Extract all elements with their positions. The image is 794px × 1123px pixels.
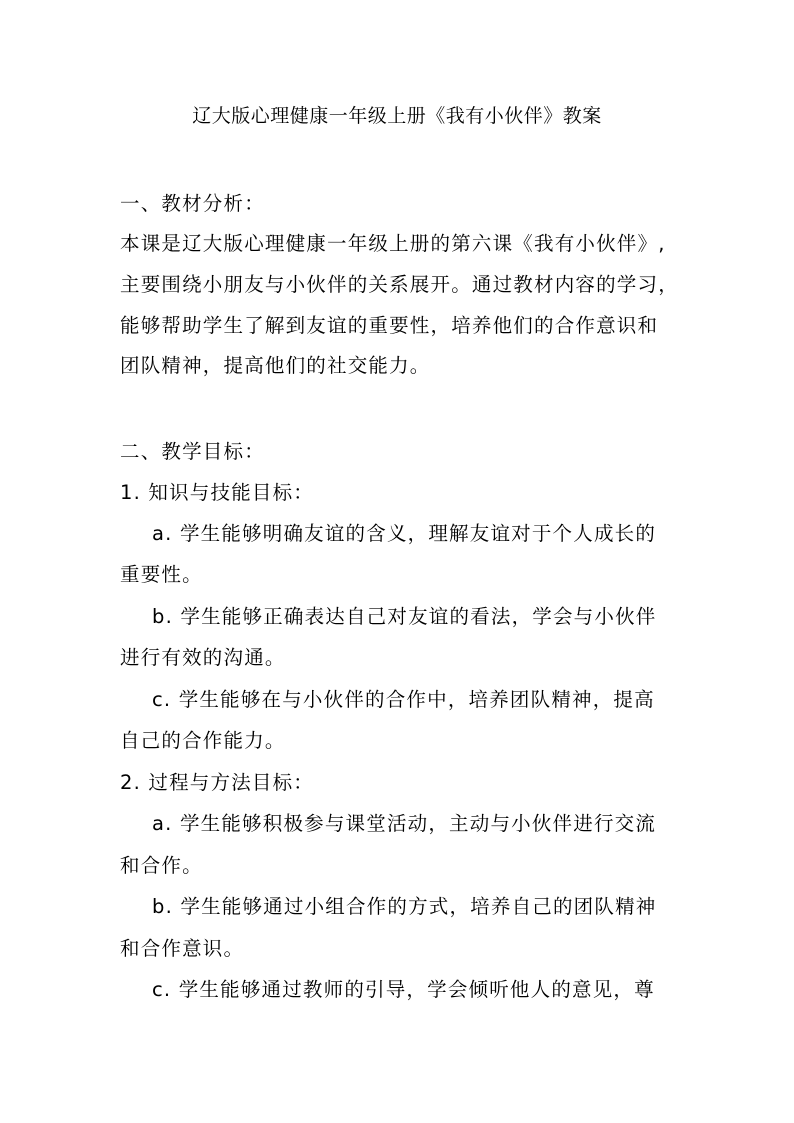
section-2-heading: 二、教学目标： — [120, 440, 265, 463]
section-1-line-2: 主要围绕小朋友与小伙伴的关系展开。通过教材内容的学习， — [120, 273, 679, 296]
knowledge-goal-c-line-1: c. 学生能够在与小伙伴的合作中，培养团队精神，提高 — [152, 688, 655, 711]
process-goal-a-line-2: 和合作。 — [120, 854, 203, 877]
process-goal-a-line-1: a. 学生能够积极参与课堂活动，主动与小伙伴进行交流 — [152, 812, 657, 835]
section-1-heading: 一、教材分析： — [120, 192, 265, 215]
knowledge-goal-a-line-2: 重要性。 — [120, 563, 203, 586]
knowledge-skill-heading: 1. 知识与技能目标： — [120, 481, 315, 504]
document-title: 辽大版心理健康一年级上册《我有小伙伴》教案 — [192, 105, 602, 127]
section-1-line-4: 团队精神，提高他们的社交能力。 — [120, 354, 431, 377]
knowledge-goal-c-line-2: 自己的合作能力。 — [120, 729, 286, 752]
section-1-line-1: 本课是辽大版心理健康一年级上册的第六课《我有小伙伴》, — [120, 232, 666, 255]
section-1-line-3: 能够帮助学生了解到友谊的重要性，培养他们的合作意识和 — [120, 314, 659, 337]
process-goal-b-line-2: 和合作意识。 — [120, 937, 245, 960]
process-goal-b-line-1: b. 学生能够通过小组合作的方式，培养自己的团队精神 — [152, 895, 657, 918]
knowledge-goal-a-line-1: a. 学生能够明确友谊的含义，理解友谊对于个人成长的 — [152, 522, 657, 545]
knowledge-goal-b-line-1: b. 学生能够正确表达自己对友谊的看法，学会与小伙伴 — [152, 605, 657, 628]
process-goal-c-line-1: c. 学生能够通过教师的引导，学会倾听他人的意见，尊 — [152, 978, 655, 1001]
process-method-heading: 2. 过程与方法目标： — [120, 771, 315, 794]
knowledge-goal-b-line-2: 进行有效的沟通。 — [120, 646, 286, 669]
